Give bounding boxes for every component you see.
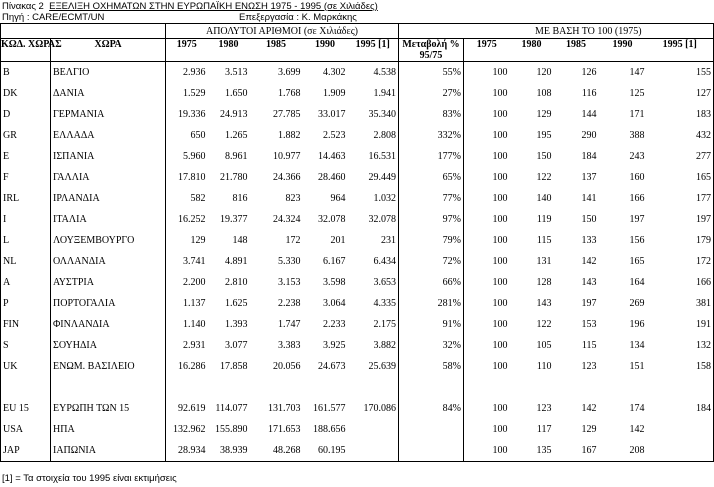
cell-country: ΕΛΛΑΔΑ xyxy=(51,125,166,146)
cell-code: I xyxy=(1,209,51,230)
table-row xyxy=(1,167,714,188)
cell-absolute: 35.340 xyxy=(348,104,399,125)
group-absolute: ΑΠΟΛΥΤΟΙ ΑΡΙΘΜΟΙ (σε Χιλιάδες) xyxy=(166,24,399,39)
cell-absolute: 823 xyxy=(285,193,301,204)
cell-code: GR xyxy=(1,125,51,146)
cell-absolute: 171.653 xyxy=(268,424,301,435)
cell-absolute: 24.324 xyxy=(273,214,301,225)
cell-absolute: 188.656 xyxy=(313,424,346,435)
cell-index: 140 xyxy=(536,193,552,204)
cell-index: 144 xyxy=(581,109,597,120)
table-row xyxy=(1,335,714,356)
cell-absolute: 3.064 xyxy=(323,298,346,309)
cell-code: NL xyxy=(1,251,51,272)
spacer-cell xyxy=(554,377,599,398)
cell-absolute: 8.961 xyxy=(225,151,248,162)
cell-change: 66% xyxy=(399,272,464,293)
table-row xyxy=(1,62,714,84)
cell-code: IRL xyxy=(1,188,51,209)
cell-absolute: 92.619 xyxy=(178,403,206,414)
cell-index: 191 xyxy=(647,314,714,335)
cell-absolute: 3.598 xyxy=(323,277,346,288)
elaboration-text: Επεξεργασία : Κ. Μαρκάκης xyxy=(239,12,357,23)
col-abs-1985: 1985 xyxy=(250,39,303,62)
cell-index: 100 xyxy=(492,235,508,246)
cell-index: 153 xyxy=(581,319,597,330)
cell-absolute: 1.137 xyxy=(183,298,206,309)
cell-index: 123 xyxy=(536,403,552,414)
cell-absolute: 1.650 xyxy=(225,88,248,99)
table-row xyxy=(1,251,714,272)
cell-change: 281% xyxy=(399,293,464,314)
cell-index: 115 xyxy=(581,340,597,351)
spacer-cell xyxy=(166,377,208,398)
cell-index: 150 xyxy=(536,151,552,162)
cell-absolute: 1.941 xyxy=(348,83,399,104)
col-change: Μεταβολή % 95/75 xyxy=(399,39,464,62)
table-row xyxy=(1,293,714,314)
cell-absolute: 5.960 xyxy=(183,151,206,162)
cell-absolute: 155.890 xyxy=(215,424,248,435)
cell-index: 142 xyxy=(581,403,597,414)
table-row xyxy=(1,230,714,251)
table-row xyxy=(1,209,714,230)
cell-absolute: 1.140 xyxy=(183,319,206,330)
cell-change: 32% xyxy=(399,335,464,356)
cell-index: 172 xyxy=(647,251,714,272)
table-row xyxy=(1,272,714,293)
group-blank xyxy=(1,24,166,39)
cell-change: 72% xyxy=(399,251,464,272)
cell-absolute xyxy=(348,419,399,440)
cell-absolute: 19.377 xyxy=(220,214,248,225)
table-row xyxy=(1,419,714,440)
cell-absolute: 2.175 xyxy=(348,314,399,335)
col-idx-1980: 1980 xyxy=(510,39,554,62)
cell-absolute: 4.335 xyxy=(348,293,399,314)
cell-absolute: 60.195 xyxy=(303,440,348,462)
cell-code: A xyxy=(1,272,51,293)
cell-index: 100 xyxy=(492,130,508,141)
cell-index: 177 xyxy=(647,188,714,209)
cell-absolute: 4.891 xyxy=(225,256,248,267)
table-caption: ΕΞΕΛΙΞΗ ΟΧΗΜΑΤΩΝ ΣΤΗΝ ΕΥΡΩΠΑΪΚΗ ΕΝΩΣΗ 1975 - 1995 (σε Χιλιάδες) xyxy=(49,1,378,12)
cell-index: 128 xyxy=(536,277,552,288)
cell-absolute: 231 xyxy=(348,230,399,251)
cell-index: 166 xyxy=(629,193,645,204)
cell-change: 177% xyxy=(399,146,464,167)
cell-country: ΛΟΥΞΕΜΒΟΥΡΓΟ xyxy=(51,230,166,251)
cell-code: L xyxy=(1,230,51,251)
cell-absolute: 148 xyxy=(232,235,248,246)
col-idx-1975: 1975 xyxy=(464,39,510,62)
cell-country: ΙΡΛΑΝΔΙΑ xyxy=(51,188,166,209)
spacer-cell xyxy=(647,377,714,398)
cell-index: 100 xyxy=(492,424,508,435)
cell-change: 84% xyxy=(399,398,464,419)
cell-index: 127 xyxy=(647,83,714,104)
cell-absolute: 2.200 xyxy=(183,277,206,288)
cell-absolute: 1.032 xyxy=(348,188,399,209)
cell-index: 100 xyxy=(492,256,508,267)
cell-absolute: 2.936 xyxy=(183,67,206,78)
cell-change: 58% xyxy=(399,356,464,377)
cell-index: 243 xyxy=(629,151,645,162)
cell-index: 184 xyxy=(581,151,597,162)
cell-absolute: 17.858 xyxy=(220,361,248,372)
cell-country: ΣΟΥΗΔΙΑ xyxy=(51,335,166,356)
col-idx-1985: 1985 xyxy=(554,39,599,62)
cell-absolute: 2.233 xyxy=(323,319,346,330)
cell-code: USA xyxy=(1,419,51,440)
cell-change: 27% xyxy=(399,83,464,104)
cell-index: 100 xyxy=(492,340,508,351)
spacer-row xyxy=(1,377,714,398)
cell-change xyxy=(399,419,464,440)
cell-absolute: 2.523 xyxy=(323,130,346,141)
cell-absolute: 28.934 xyxy=(166,440,208,462)
cell-absolute: 3.741 xyxy=(183,256,206,267)
cell-code: D xyxy=(1,104,51,125)
cell-country: ΕΥΡΩΠΗ ΤΩΝ 15 xyxy=(51,398,166,419)
cell-index: 108 xyxy=(536,88,552,99)
cell-index: 100 xyxy=(492,214,508,225)
cell-index: 100 xyxy=(492,172,508,183)
cell-absolute: 5.330 xyxy=(278,256,301,267)
cell-country: ΦΙΝΛΑΝΔΙΑ xyxy=(51,314,166,335)
cell-code: S xyxy=(1,335,51,356)
cell-index: 155 xyxy=(647,62,714,84)
cell-index: 105 xyxy=(536,340,552,351)
cell-absolute: 1.768 xyxy=(278,88,301,99)
cell-absolute: 3.077 xyxy=(225,340,248,351)
footnote: [1] = Τα στοιχεία του 1995 είναι εκτιμήσεις xyxy=(2,473,177,484)
cell-code: F xyxy=(1,167,51,188)
col-idx-1995: 1995 [1] xyxy=(647,39,714,62)
cell-index: 116 xyxy=(581,88,597,99)
cell-absolute: 201 xyxy=(330,235,346,246)
cell-absolute: 582 xyxy=(190,193,206,204)
cell-index: 134 xyxy=(629,340,645,351)
table-row xyxy=(1,83,714,104)
table-row xyxy=(1,356,714,377)
cell-index: 184 xyxy=(647,398,714,419)
cell-absolute: 19.336 xyxy=(178,109,206,120)
table-row xyxy=(1,125,714,146)
cell-absolute: 24.913 xyxy=(220,109,248,120)
cell-absolute: 32.078 xyxy=(348,209,399,230)
cell-country: ΕΝΩΜ. ΒΑΣΙΛΕΙΟ xyxy=(51,356,166,377)
cell-index: 381 xyxy=(647,293,714,314)
cell-code: UK xyxy=(1,356,51,377)
cell-change: 79% xyxy=(399,230,464,251)
cell-index: 197 xyxy=(647,209,714,230)
cell-change: 55% xyxy=(399,62,464,84)
cell-absolute: 1.882 xyxy=(278,130,301,141)
cell-absolute: 3.925 xyxy=(323,340,346,351)
cell-index: 143 xyxy=(581,277,597,288)
cell-absolute: 3.653 xyxy=(348,272,399,293)
cell-index: 137 xyxy=(581,172,597,183)
cell-index: 100 xyxy=(492,361,508,372)
spacer-cell xyxy=(51,377,166,398)
cell-index: 125 xyxy=(629,88,645,99)
cell-code: FIN xyxy=(1,314,51,335)
cell-absolute: 4.538 xyxy=(348,62,399,84)
cell-index: 100 xyxy=(492,319,508,330)
cell-absolute: 172 xyxy=(285,235,301,246)
cell-code: B xyxy=(1,62,51,84)
cell-index: 388 xyxy=(629,130,645,141)
cell-country: ΙΑΠΩΝΙΑ xyxy=(51,440,166,462)
cell-absolute: 3.383 xyxy=(278,340,301,351)
cell-absolute: 1.529 xyxy=(183,88,206,99)
cell-absolute: 29.449 xyxy=(348,167,399,188)
cell-absolute: 964 xyxy=(330,193,346,204)
cell-index xyxy=(647,440,714,462)
cell-change: 77% xyxy=(399,188,464,209)
cell-index: 100 xyxy=(492,298,508,309)
cell-code: EU 15 xyxy=(1,398,51,419)
cell-country: ΑΥΣΤΡΙΑ xyxy=(51,272,166,293)
cell-index: 197 xyxy=(629,214,645,225)
cell-country: ΓΕΡΜΑΝΙΑ xyxy=(51,104,166,125)
cell-absolute: 17.810 xyxy=(178,172,206,183)
table-row xyxy=(1,314,714,335)
cell-index: 122 xyxy=(536,172,552,183)
cell-absolute: 3.882 xyxy=(348,335,399,356)
cell-absolute: 2.931 xyxy=(183,340,206,351)
cell-index: 165 xyxy=(629,256,645,267)
cell-absolute: 16.252 xyxy=(178,214,206,225)
table-number: Πίνακας 2 xyxy=(2,1,44,12)
group-header-row xyxy=(1,24,714,39)
cell-country: ΗΠΑ xyxy=(51,419,166,440)
cell-change xyxy=(399,440,464,462)
cell-absolute: 16.286 xyxy=(178,361,206,372)
cell-index: 100 xyxy=(492,88,508,99)
cell-absolute: 1.909 xyxy=(323,88,346,99)
spacer-cell xyxy=(399,377,464,398)
cell-index: 167 xyxy=(554,440,599,462)
cell-absolute: 3.513 xyxy=(225,67,248,78)
cell-index: 133 xyxy=(581,235,597,246)
cell-absolute: 650 xyxy=(190,130,206,141)
table-row xyxy=(1,104,714,125)
column-header-row xyxy=(1,39,714,62)
cell-index: 208 xyxy=(599,440,647,462)
cell-index: 135 xyxy=(510,440,554,462)
source-text: Πηγή : CARE/ECMT/UN xyxy=(2,12,105,23)
cell-absolute: 132.962 xyxy=(173,424,206,435)
cell-change: 91% xyxy=(399,314,464,335)
spacer-cell xyxy=(250,377,303,398)
cell-absolute: 6.167 xyxy=(323,256,346,267)
cell-index: 123 xyxy=(581,361,597,372)
cell-index: 141 xyxy=(581,193,597,204)
cell-absolute: 1.393 xyxy=(225,319,248,330)
cell-index: 129 xyxy=(581,424,597,435)
cell-absolute: 10.977 xyxy=(273,151,301,162)
cell-index: 131 xyxy=(536,256,552,267)
cell-index: 115 xyxy=(536,235,552,246)
cell-index: 151 xyxy=(629,361,645,372)
cell-absolute: 20.056 xyxy=(273,361,301,372)
cell-absolute: 24.673 xyxy=(318,361,346,372)
table-row xyxy=(1,398,714,419)
group-gap xyxy=(399,24,464,39)
cell-absolute: 3.153 xyxy=(278,277,301,288)
cell-index: 156 xyxy=(629,235,645,246)
table-row xyxy=(1,440,714,462)
cell-index: 197 xyxy=(581,298,597,309)
cell-index: 100 xyxy=(492,193,508,204)
col-country: ΧΩΡΑ xyxy=(51,39,166,62)
cell-country: ΟΛΛΑΝΔΙΑ xyxy=(51,251,166,272)
cell-index: 100 xyxy=(492,403,508,414)
spacer-cell xyxy=(348,377,399,398)
cell-absolute: 1.747 xyxy=(278,319,301,330)
cell-code: E xyxy=(1,146,51,167)
cell-absolute: 129 xyxy=(190,235,206,246)
cell-absolute: 27.785 xyxy=(273,109,301,120)
cell-absolute: 1.625 xyxy=(225,298,248,309)
cell-index: 132 xyxy=(647,335,714,356)
cell-index: 183 xyxy=(647,104,714,125)
cell-index: 147 xyxy=(629,67,645,78)
cell-absolute xyxy=(348,440,399,462)
cell-absolute: 14.463 xyxy=(318,151,346,162)
cell-absolute: 21.780 xyxy=(220,172,248,183)
table-title xyxy=(2,1,378,12)
cell-index: 174 xyxy=(629,403,645,414)
cell-index: 119 xyxy=(536,214,552,225)
spacer-cell xyxy=(303,377,348,398)
cell-code: JAP xyxy=(1,440,51,462)
cell-index: 142 xyxy=(581,256,597,267)
cell-index: 171 xyxy=(629,109,645,120)
cell-index: 142 xyxy=(629,424,645,435)
cell-country: ΠΟΡΤΟΓΑΛΙΑ xyxy=(51,293,166,314)
cell-country: ΔΑΝΙΑ xyxy=(51,83,166,104)
cell-change: 65% xyxy=(399,167,464,188)
cell-absolute: 2.810 xyxy=(225,277,248,288)
col-abs-1975: 1975 xyxy=(166,39,208,62)
cell-index: 100 xyxy=(492,277,508,288)
table-row xyxy=(1,146,714,167)
cell-index: 100 xyxy=(492,151,508,162)
cell-absolute: 32.078 xyxy=(318,214,346,225)
col-code: ΚΩΔ. ΧΩΡΑΣ xyxy=(1,39,51,62)
group-index: ΜΕ ΒΑΣΗ ΤΟ 100 (1975) xyxy=(464,24,714,39)
source-line xyxy=(2,12,357,23)
cell-index: 110 xyxy=(536,361,552,372)
cell-index: 143 xyxy=(536,298,552,309)
cell-index xyxy=(647,419,714,440)
cell-absolute: 33.017 xyxy=(318,109,346,120)
cell-absolute: 25.639 xyxy=(348,356,399,377)
cell-absolute: 48.268 xyxy=(250,440,303,462)
cell-index: 277 xyxy=(647,146,714,167)
cell-code: P xyxy=(1,293,51,314)
cell-index: 196 xyxy=(629,319,645,330)
cell-index: 195 xyxy=(536,130,552,141)
spacer-cell xyxy=(510,377,554,398)
col-idx-1990: 1990 xyxy=(599,39,647,62)
cell-country: ΙΤΑΛΙΑ xyxy=(51,209,166,230)
cell-code: DK xyxy=(1,83,51,104)
cell-index: 100 xyxy=(492,109,508,120)
cell-country: ΒΕΛΓΙΟ xyxy=(51,62,166,84)
cell-absolute: 131.703 xyxy=(268,403,301,414)
cell-absolute: 161.577 xyxy=(313,403,346,414)
cell-index: 158 xyxy=(647,356,714,377)
cell-absolute: 4.302 xyxy=(323,67,346,78)
col-abs-1995: 1995 [1] xyxy=(348,39,399,62)
cell-absolute: 1.265 xyxy=(225,130,248,141)
cell-absolute: 16.531 xyxy=(348,146,399,167)
cell-absolute: 28.460 xyxy=(318,172,346,183)
cell-index: 269 xyxy=(629,298,645,309)
cell-index: 160 xyxy=(629,172,645,183)
cell-absolute: 170.086 xyxy=(348,398,399,419)
cell-index: 150 xyxy=(581,214,597,225)
cell-index: 164 xyxy=(629,277,645,288)
cell-absolute: 2.238 xyxy=(278,298,301,309)
cell-absolute: 24.366 xyxy=(273,172,301,183)
cell-index: 290 xyxy=(581,130,597,141)
cell-country: ΓΑΛΛΙΑ xyxy=(51,167,166,188)
cell-index: 100 xyxy=(464,440,510,462)
cell-index: 117 xyxy=(536,424,552,435)
vehicles-table xyxy=(0,23,714,462)
col-abs-1980: 1980 xyxy=(208,39,250,62)
cell-change: 332% xyxy=(399,125,464,146)
cell-absolute: 3.699 xyxy=(278,67,301,78)
cell-index: 129 xyxy=(536,109,552,120)
cell-index: 100 xyxy=(492,67,508,78)
cell-index: 126 xyxy=(581,67,597,78)
cell-absolute: 6.434 xyxy=(348,251,399,272)
cell-absolute: 816 xyxy=(232,193,248,204)
cell-absolute: 114.077 xyxy=(215,403,248,414)
cell-index: 165 xyxy=(647,167,714,188)
spacer-cell xyxy=(599,377,647,398)
cell-country: ΙΣΠΑΝΙΑ xyxy=(51,146,166,167)
cell-absolute: 38.939 xyxy=(208,440,250,462)
cell-index: 122 xyxy=(536,319,552,330)
cell-index: 166 xyxy=(647,272,714,293)
cell-change: 83% xyxy=(399,104,464,125)
spacer-cell xyxy=(464,377,510,398)
cell-index: 120 xyxy=(536,67,552,78)
cell-index: 179 xyxy=(647,230,714,251)
spacer-cell xyxy=(208,377,250,398)
cell-index: 432 xyxy=(647,125,714,146)
cell-change: 97% xyxy=(399,209,464,230)
cell-absolute: 2.808 xyxy=(348,125,399,146)
table-row xyxy=(1,188,714,209)
spacer-cell xyxy=(1,377,51,398)
col-abs-1990: 1990 xyxy=(303,39,348,62)
